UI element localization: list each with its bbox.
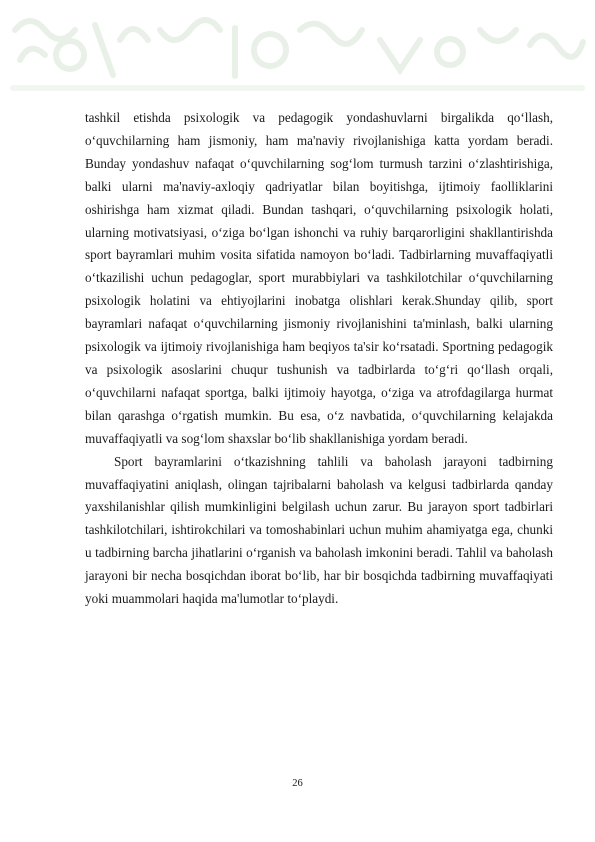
page-body bbox=[85, 107, 553, 611]
watermark-graphic bbox=[0, 0, 595, 110]
page-number: 26 bbox=[292, 778, 303, 789]
body-paragraph-2: Sport bayramlarini o‘tkazishning tahlili va baholash jarayoni tadbirning muvaffaqiyatini aniqlash, olingan tajribalarni baholash va kelgusi tadbirlarda qanday yaxshilanishlar qilish mumkinligini belgilash uchun zarur. Bu jarayon sport tadbirlari tashkilotchilari, ishtirokchilari va tomoshabinlari uchun muhim ahamiyatga ega, chunki u tadbirning barcha jihatlarini o‘rganish va baholash imkonini beradi. Tahlil va baholash jarayoni bir necha bosqichdan iborat bo‘lib, har bir bosqichda tadbirning muvaffaqiyati yoki muammolari haqida ma'lumotlar to‘playdi. bbox=[85, 453, 553, 607]
body-paragraph-1: tashkil etishda psixologik va pedagogik yondashuvlarni birgalikda qo‘llash, o‘quvchilarning ham jismoniy, ham ma'naviy rivojlanishiga katta yordam beradi. Bunday yondashuv nafaqat o‘quvchilarning sog‘lom turmush tarzini o‘zlashtirishiga, balki ularni ma'naviy-axloqiy qadriyatlar bilan boyitishga, ijtimoiy faolliklarini oshirishga ham xizmat qiladi. Bundan tashqari, o‘quvchilarning psixologik holati, ularning motivatsiyasi, o‘ziga bo‘lgan ishonchi va ruhiy barqarorligini shakllantirishda sport bayramlari muhim vosita sifatida namoyon bo‘ladi. Tadbirlarning muvaffaqiyatli o‘tkazilishi uchun pedagoglar, sport murabbiylari va tashkilotchilar o‘quvchilarning psixologik holatini va ehtiyojlarini inobatga olishlari kerak.Shunday qilib, sport bayramlari nafaqat o‘quvchilarning jismoniy rivojlanishini ta'minlash, balki ularning psixologik va ijtimoiy rivojlanishiga ham beqiyos ta'sir ko‘rsatadi. Sportning pedagogik va psixologik asoslarini chuqur tushunish va tadbirlarda to‘g‘ri qo‘llash orqali, o‘quvchilarni nafaqat sportga, balki ijtimoiy hayotga, o‘ziga va atrofdagilarga hurmat bilan qarashga o‘rgatish mumkin. Bu esa, o‘z navbatida, o‘quvchilarning kelajakda muvaffaqiyatli va sog‘lom shaxslar bo‘lib shakllanishiga yordam beradi. bbox=[85, 110, 553, 446]
